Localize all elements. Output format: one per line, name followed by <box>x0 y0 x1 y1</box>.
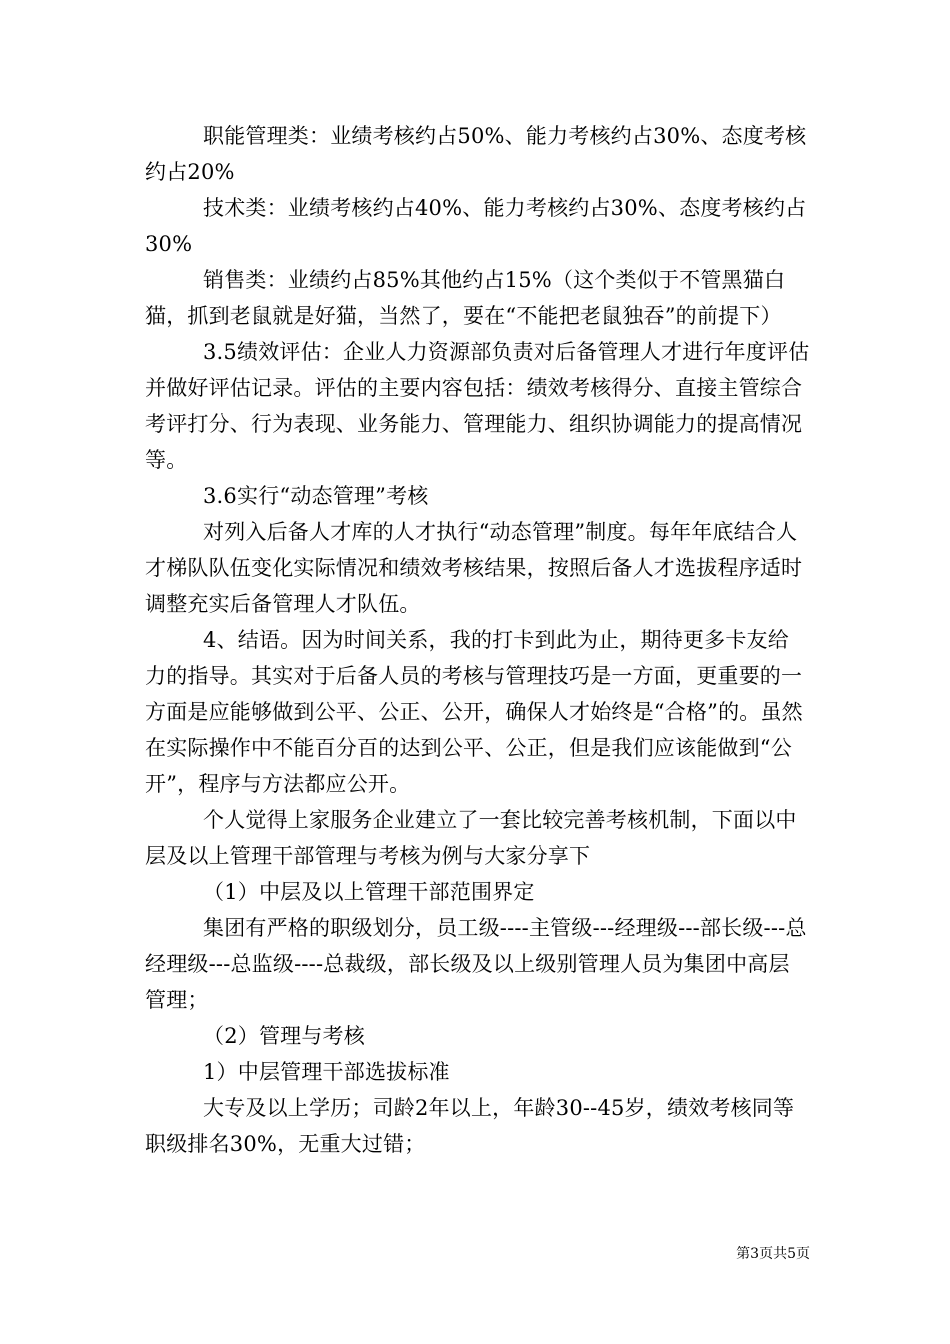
paragraph-sales: 销售类：业绩约占85%其他约占15%（这个类似于不管黑猫白猫，抓到老鼠就是好猫，当然了，要在“不能把老鼠独吞”的前提下） <box>145 268 786 328</box>
paragraph-selection-criteria: 大专及以上学历；司龄2年以上，年龄30--45岁，绩效考核同等职级排名30%，无重大过错； <box>145 1096 795 1156</box>
page-number-footer: 第3页共5页 <box>736 1246 810 1262</box>
paragraph-job-levels: 集团有严格的职级划分，员工级----主管级---经理级---部长级---总经理级---总监级----总裁级，部长级及以上级别管理人员为集团中高层管理； <box>145 916 807 1012</box>
heading-management-assessment: （2）管理与考核 <box>203 1024 365 1048</box>
paragraph-conclusion: 4、结语。因为时间关系，我的打卡到此为止，期待更多卡友给力的指导。其实对于后备人员的考核与管理技巧是一方面，更重要的一方面是应能够做到公平、公正、公开，确保人才始终是“合格”的。虽然在实际操作中不能百分百的达到公平、公正，但是我们应该能做到“公开”，程序与方法都应公开。 <box>145 628 803 796</box>
paragraph-dynamic-management: 对列入后备人才库的人才执行“动态管理”制度。每年年底结合人才梯队队伍变化实际情况和绩效考核结果，按照后备人才选拔程序适时调整充实后备管理人才队伍。 <box>145 520 803 616</box>
paragraph-functional-management: 职能管理类：业绩考核约占50%、能力考核约占30%、态度考核约占20% <box>145 124 807 184</box>
paragraph-performance-evaluation: 3.5绩效评估：企业人力资源部负责对后备管理人才进行年度评估并做好评估记录。评估的主要内容包括：绩效考核得分、直接主管综合考评打分、行为表现、业务能力、管理能力、组织协调能力的提高情况等。 <box>145 340 810 472</box>
heading-dynamic-management: 3.6实行“动态管理”考核 <box>203 484 429 508</box>
heading-scope-definition: （1）中层及以上管理干部范围界定 <box>203 880 535 904</box>
paragraph-technical: 技术类：业绩考核约占40%、能力考核约占30%、态度考核约占30% <box>145 196 807 256</box>
body-text <box>145 118 810 1162</box>
heading-selection-criteria: 1）中层管理干部选拔标准 <box>203 1060 450 1084</box>
paragraph-personal-view: 个人觉得上家服务企业建立了一套比较完善考核机制，下面以中层及以上管理干部管理与考核为例与大家分享下 <box>145 808 797 868</box>
